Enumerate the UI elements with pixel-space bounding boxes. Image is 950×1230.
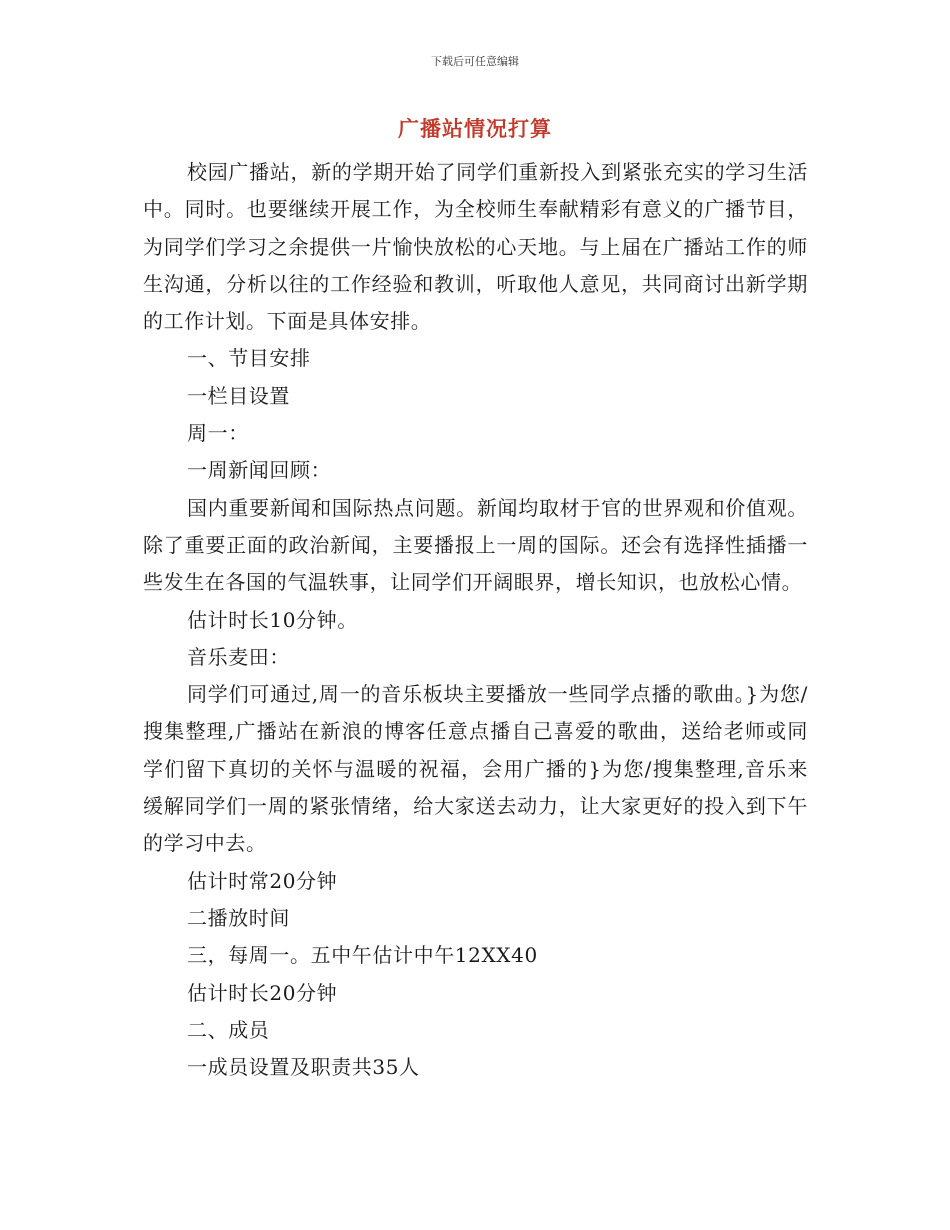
duration-news: 估计时长10分钟。: [187, 607, 358, 632]
section-heading-programs: 一、节目安排: [187, 346, 311, 371]
duration-music: 估计时常20分钟: [187, 868, 338, 893]
document-title: 广播站情况打算: [398, 116, 552, 141]
news-review-paragraph: 国内重要新闻和国际热点问题。新闻均取材于官的世界观和价值观。除了重要正面的政治新闻，主要播报上一周的国际。还会有选择性插播一些发生在各国的气温轶事，让同学们开阔眼界，增长知识，也放松心情。: [143, 495, 808, 595]
program-title-news-review: 一周新闻回顾：: [187, 458, 332, 483]
music-paragraph: 同学们可通过,周一的音乐板块主要播放一些同学点播的歌曲。}为您/搜集整理,广播站在新浪的博客任意点播自己喜爱的歌曲，送给老师或同学们留下真切的关怀与温暖的祝福，会用广播的}为您/搜集整理,音乐来缓解同学们一周的紧张情绪，给大家送去动力，让大家更好的投入到下午的学习中去。: [143, 682, 808, 856]
duration-broadcast: 估计时长20分钟: [187, 980, 338, 1005]
intro-paragraph: 校园广播站，新的学期开始了同学们重新投入到紧张充实的学习生活中。同时。也要继续开展工作，为全校师生奉献精彩有意义的广播节目，为同学们学习之余提供一片愉快放松的心天地。与上届在广播站工作的师生沟通，分析以往的工作经验和教训，听取他人意见，共同商讨出新学期的工作计划。下面是具体安排。: [143, 160, 808, 334]
subheading-broadcast-time: 二播放时间: [187, 905, 290, 930]
page-header-note: 下载后可任意编辑: [431, 55, 519, 68]
document-body: [143, 154, 808, 1086]
members-setup-line: 一成员设置及职责共35人: [187, 1055, 420, 1080]
subheading-columns: 一栏目设置: [187, 383, 290, 408]
section-heading-members: 二、成员: [187, 1017, 270, 1042]
broadcast-schedule: 三，每周一。五中午估计中午12XX40: [187, 943, 538, 968]
weekday-label-monday: 周一：: [187, 421, 249, 446]
program-title-music: 音乐麦田：: [187, 644, 290, 669]
